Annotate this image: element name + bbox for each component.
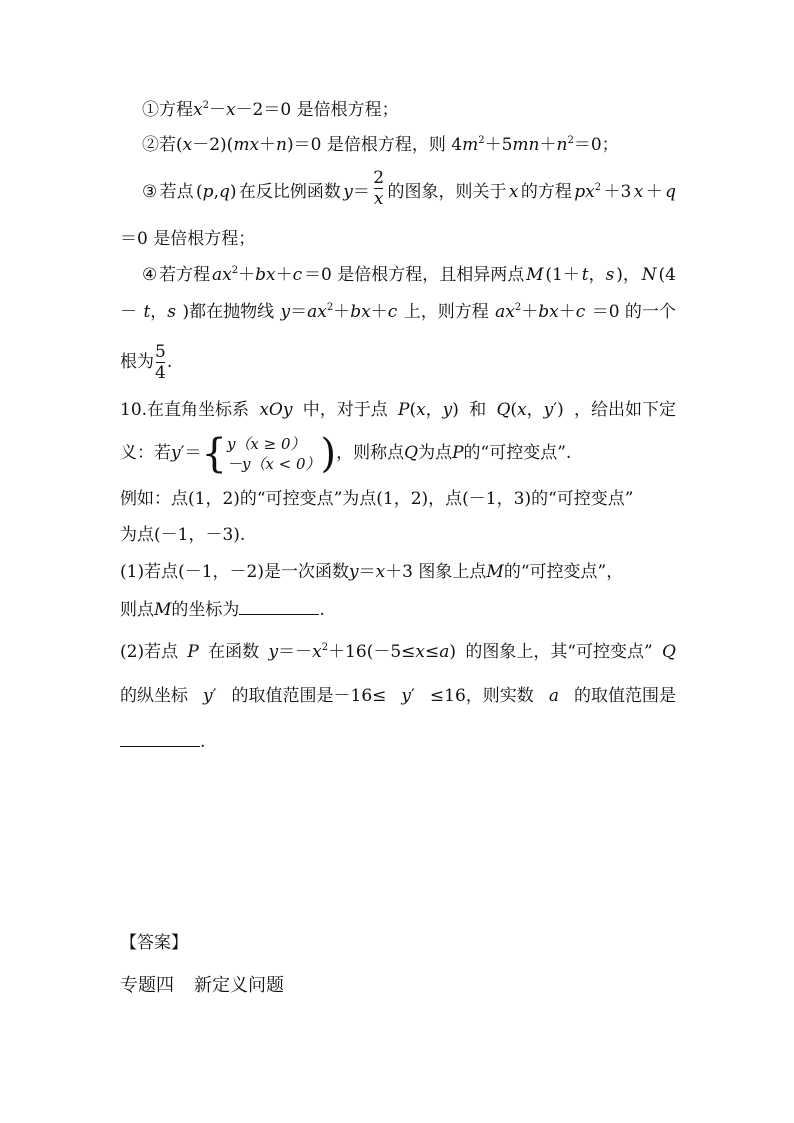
q10-sub1-line-1: (1)若点(－1，－2)是一次函数y＝x＋3 图象上点M的“可控变点”， (120, 562, 624, 582)
answer-blank-1[interactable] (239, 596, 319, 615)
q10-sub2-line-3: . (120, 728, 676, 754)
item-2: ②若(x－2)(mx＋n)＝0 是倍根方程，则 $4m^2+5mn+n^2=0$； (142, 135, 619, 155)
q10-example-2: 为点(－1，－3). (120, 525, 246, 545)
fraction-5-over-4: $\frac{5}{4}$ (155, 342, 166, 383)
q10-example-1: 例如：点(1，2)的“可控变点”为点(1，2)，点(－1，3)的“可控变点” (120, 489, 634, 509)
item-4-root: 根为 $\frac{5}{4}$ . (120, 342, 173, 383)
q10-line-2: 义：若y′＝ { y（x ≥ 0） －y（x < 0） ) ，则称点Q为点P的“可控变点”. (120, 430, 572, 477)
item-3: ③ 若点 (p,q) 在反比例函数 y＝ $\frac{2}{x}$ 的图象，则关于 x 的方程 $px^2$ ＋3 x ＋ q (142, 168, 676, 216)
piecewise-definition: { y（x ≥ 0） －y（x < 0） ) (201, 430, 337, 477)
answer-heading: 【答案】 (120, 933, 188, 953)
q10-line-1: 10.在直角坐标系 xOy 中，对于点 P(x，y) 和 Q(x，y′) ，给出如下定 (120, 400, 676, 420)
item-3-cont: ＝0 是倍根方程； (120, 229, 256, 249)
item-1: ①方程$x^2-x-2=0$ 是倍根方程； (142, 100, 399, 120)
topic-title: 专题四 新定义问题 (120, 975, 284, 996)
q10-sub2-line-2: 的纵坐标 y′ 的取值范围是－16≤ y′ ≤16，则实数 a 的取值范围是 (120, 686, 676, 706)
q10-sub2-line-1: (2)若点 P 在函数 $y=-x^2+16(-5\le x\le a)$ 的图象上，其“可控变点” Q (120, 642, 676, 662)
answer-blank-2[interactable] (120, 728, 200, 747)
item-4-cont: － t，s )都在抛物线 $y=ax^2+bx+c$ 上，则方程 $ax^2+bx+c$ ＝0 的一个 (120, 302, 676, 322)
item-4: ④ 若方程 $ax^2+bx+c$ ＝0 是倍根方程，且相异两点 M (1＋ t，s )， N (4 (142, 265, 676, 285)
q10-sub1-line-2: 则点M的坐标为 . (120, 596, 676, 622)
fraction-2-over-x: $\frac{2}{x}$ (373, 168, 385, 209)
